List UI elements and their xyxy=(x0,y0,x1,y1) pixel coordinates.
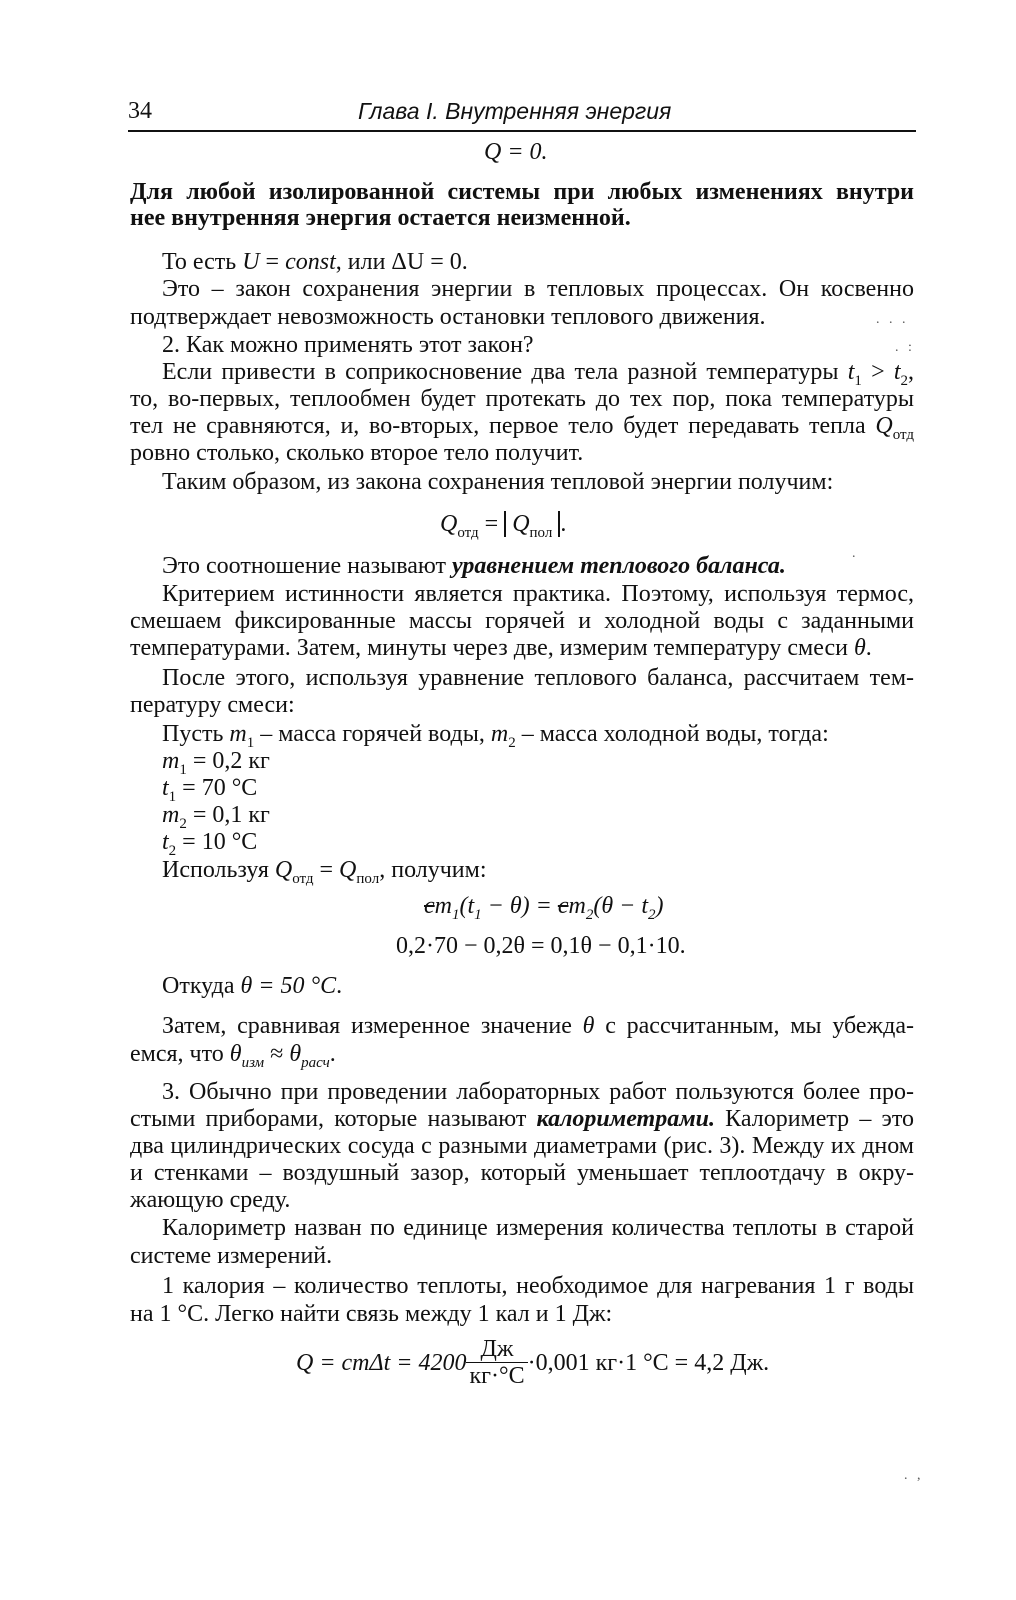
paragraph-6-line-2: пературу смеси: xyxy=(130,692,295,718)
given-m1: $m_1 = 0,2$ кг xyxy=(162,748,270,778)
paragraph-12-line-1: Калориметр назван по единице измерения количества теплоты в старой xyxy=(162,1215,914,1241)
paragraph-3: Таким образом, из закона сохранения тепловой энергии получим: xyxy=(162,469,834,495)
paragraph-5-line-3: температурами. Затем, минуты через две, измерим температуру смеси θ. xyxy=(130,635,872,661)
paragraph-13-line-1: 1 калория – количество теплоты, необходимое для нагревания 1 г воды xyxy=(162,1273,914,1299)
paragraph-4: Это соотношение называют уравнением теплового баланса. xyxy=(162,553,786,579)
paragraph-2-line-3: тел не сравняются, и, во-вторых, первое тело будет передавать тепла $Q_{отд}$ xyxy=(130,413,914,443)
scan-artifact: . xyxy=(852,546,859,561)
scan-artifact: . , xyxy=(904,1468,924,1483)
const-statement: То есть U = const, или ΔU = 0. xyxy=(162,249,468,275)
paragraph-7: Пусть $m_1$ – масса горячей воды, $m_2$ – масса холодной воды, тогда: xyxy=(162,721,829,751)
given-t1: $t_1 = 70$ °C xyxy=(162,775,258,805)
calorie-equation: Q = cmΔt = 4200 $\frac{Дж}{кг\cdot^\circ C}$ ·0,001 кг·1 °C = 4,2 Дж. xyxy=(296,1336,770,1389)
paragraph-11-line-5: жающую среду. xyxy=(130,1187,291,1213)
paragraph-11-line-2: стыми приборами, которые называют калориметрами. Калориметр – это xyxy=(130,1106,914,1132)
paragraph-1-line-2: подтверждает невозможность остановки теплового движения. xyxy=(130,304,766,330)
scan-artifact: . : xyxy=(895,340,915,355)
paragraph-6-line-1: После этого, используя уравнение теплового баланса, рассчитаем тем- xyxy=(162,665,914,691)
paragraph-12-line-2: системе измерений. xyxy=(130,1243,333,1269)
given-t2: $t_2 = 10$ °C xyxy=(162,829,258,859)
paragraph-9: Откуда θ = 50 °C. xyxy=(162,973,343,999)
page-number: 34 xyxy=(128,98,152,124)
numeric-equation: 0,2·70 − 0,2θ = 0,1θ − 0,1·10. xyxy=(396,933,686,959)
heat-balance-equation: $Q_{отд} = Q_{пол}$ . xyxy=(440,511,567,541)
paragraph-11-line-4: и стенками – воздушный зазор, который уменьшает теплоотдачу в окру- xyxy=(130,1160,914,1186)
paragraph-11-line-3: два цилиндрических сосуда с разными диаметрами (рис. 3). Между их дном xyxy=(130,1133,914,1159)
paragraph-5-line-2: смешаем фиксированные массы горячей и холодной воды с заданными xyxy=(130,608,914,634)
mass-equation: $cm_1(t_1 - \theta) = cm_2(\theta - t_2)$ xyxy=(424,893,664,923)
paragraph-13-line-2: на 1 °C. Легко найти связь между 1 кал и 1 Дж: xyxy=(130,1301,613,1327)
paragraph-1-line-1: Это – закон сохранения энергии в тепловых процессах. Он косвенно xyxy=(162,276,914,302)
running-title: Глава I. Внутренняя энергия xyxy=(358,98,672,124)
paragraph-2-line-1: Если привести в соприкосновение два тела разной температуры $t_1 > t_2$, xyxy=(162,359,914,389)
paragraph-2-line-4: ровно столько, сколько второе тело получит. xyxy=(130,440,584,466)
paragraph-2-line-2: то, во-первых, теплообмен будет протекать до тех пор, пока температуры xyxy=(130,386,914,412)
paragraph-10-line-1: Затем, сравнивая измеренное значение θ с рассчитанным, мы убежда- xyxy=(162,1013,914,1039)
paragraph-8: Используя $Q_{отд} = Q_{пол}$, получим: xyxy=(162,857,487,887)
equation-q-zero: Q = 0. xyxy=(484,139,548,165)
paragraph-10-line-2: емся, что $\theta_{изм} \approx \theta_{расч}$. xyxy=(130,1041,336,1071)
paragraph-11-line-1: 3. Обычно при проведении лабораторных работ пользуются более про- xyxy=(162,1079,914,1105)
paragraph-5-line-1: Критерием истинности является практика. Поэтому, используя термос, xyxy=(162,581,914,607)
page-header xyxy=(128,96,916,132)
law-statement-line-2: нее внутренняя энергия остается неизменной. xyxy=(130,205,631,231)
absolute-value: $Q_{пол}$ xyxy=(504,511,560,537)
unit-fraction: $\frac{Дж}{кг\cdot^\circ C}$ xyxy=(466,1336,527,1389)
question-2: 2. Как можно применять этот закон? xyxy=(162,332,534,358)
scan-artifact: . . . xyxy=(876,312,909,327)
given-m2: $m_2 = 0,1$ кг xyxy=(162,802,270,832)
law-statement-line-1: Для любой изолированной системы при любых изменениях внутри xyxy=(130,179,914,205)
